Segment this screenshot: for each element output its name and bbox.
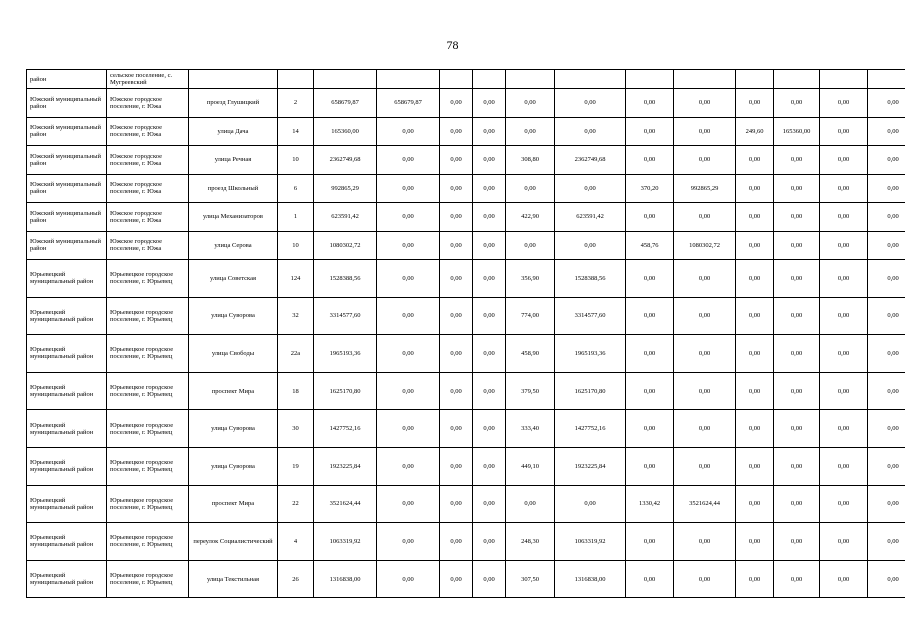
cost-col-10-cell: 1316838,00	[555, 560, 626, 598]
house-number-cell: 26	[278, 560, 314, 598]
street-cell: проезд Школьный	[189, 174, 278, 203]
street-cell: улица Текстильная	[189, 560, 278, 598]
settlement-cell: Юрьевецкое городское поселение, г. Юрьевец	[107, 485, 189, 523]
cost-col-15-cell	[820, 70, 868, 89]
area-col-13-cell: 0,00	[736, 335, 774, 373]
cost-col-12-cell: 3521624,44	[674, 485, 736, 523]
street-cell: улица Суворова	[189, 297, 278, 335]
cost-col-6-cell: 0,00	[377, 146, 440, 175]
area-col-11-cell	[626, 70, 674, 89]
area-col-9-cell: 308,80	[506, 146, 555, 175]
cost-col-10-cell: 1625170,80	[555, 372, 626, 410]
area-col-9-cell: 0,00	[506, 485, 555, 523]
area-col-11-cell: 0,00	[626, 89, 674, 118]
total-cost-cell: 1625170,80	[314, 372, 377, 410]
district-cell: район	[27, 70, 107, 89]
cost-col-6-cell: 0,00	[377, 174, 440, 203]
table-row	[27, 231, 905, 260]
cost-col-8-cell: 0,00	[473, 523, 506, 561]
area-col-13-cell: 0,00	[736, 203, 774, 232]
house-number-cell: 30	[278, 410, 314, 448]
cost-col-14-cell: 0,00	[774, 231, 820, 260]
table-row	[27, 203, 905, 232]
table-row	[27, 447, 905, 485]
cost-col-10-cell	[555, 70, 626, 89]
cost-col-16-cell: 0,00	[868, 231, 905, 260]
area-col-11-cell: 0,00	[626, 372, 674, 410]
cost-col-15-cell: 0,00	[820, 523, 868, 561]
cost-col-16-cell: 0,00	[868, 174, 905, 203]
house-number-cell: 124	[278, 260, 314, 298]
cost-col-8-cell: 0,00	[473, 174, 506, 203]
settlement-cell: Южское городское поселение, г. Южа	[107, 174, 189, 203]
cost-col-12-cell: 0,00	[674, 117, 736, 146]
area-col-11-cell: 0,00	[626, 146, 674, 175]
area-col-9-cell: 307,50	[506, 560, 555, 598]
street-cell: улица Речная	[189, 146, 278, 175]
house-number-cell: 19	[278, 447, 314, 485]
cost-col-10-cell: 0,00	[555, 231, 626, 260]
cost-col-12-cell: 0,00	[674, 523, 736, 561]
cost-col-16-cell: 0,00	[868, 372, 905, 410]
cost-col-10-cell: 0,00	[555, 89, 626, 118]
cost-col-15-cell: 0,00	[820, 372, 868, 410]
cost-col-12-cell: 0,00	[674, 260, 736, 298]
cost-col-14-cell: 0,00	[774, 335, 820, 373]
cost-col-16-cell: 0,00	[868, 560, 905, 598]
total-cost-cell: 165360,00	[314, 117, 377, 146]
cost-col-12-cell: 0,00	[674, 410, 736, 448]
cost-col-16-cell: 0,00	[868, 260, 905, 298]
cost-col-15-cell: 0,00	[820, 231, 868, 260]
cost-col-8-cell: 0,00	[473, 410, 506, 448]
settlement-cell: Юрьевецкое городское поселение, г. Юрьевец	[107, 260, 189, 298]
total-cost-cell: 1528388,56	[314, 260, 377, 298]
cost-col-14-cell: 0,00	[774, 560, 820, 598]
settlement-cell: Южское городское поселение, г. Южа	[107, 117, 189, 146]
cost-col-14-cell: 0,00	[774, 146, 820, 175]
area-col-13-cell: 0,00	[736, 485, 774, 523]
cost-col-7-cell: 0,00	[440, 410, 473, 448]
page-number: 78	[446, 38, 459, 52]
district-cell: Юрьевецкий муниципальный район	[27, 485, 107, 523]
area-col-13-cell	[736, 70, 774, 89]
settlement-cell: Южское городское поселение, г. Южа	[107, 89, 189, 118]
cost-col-12-cell: 0,00	[674, 203, 736, 232]
house-number-cell: 2	[278, 89, 314, 118]
cost-col-8-cell: 0,00	[473, 372, 506, 410]
total-cost-cell: 1427752,16	[314, 410, 377, 448]
cost-col-14-cell: 0,00	[774, 372, 820, 410]
cost-col-7-cell: 0,00	[440, 335, 473, 373]
house-number-cell	[278, 70, 314, 89]
cost-col-7-cell: 0,00	[440, 117, 473, 146]
cost-col-15-cell: 0,00	[820, 410, 868, 448]
table-row	[27, 174, 905, 203]
cost-col-8-cell: 0,00	[473, 117, 506, 146]
settlement-cell: Южское городское поселение, г. Южа	[107, 231, 189, 260]
total-cost-cell: 3314577,60	[314, 297, 377, 335]
area-col-13-cell: 0,00	[736, 231, 774, 260]
settlement-cell: Юрьевецкое городское поселение, г. Юрьевец	[107, 297, 189, 335]
total-cost-cell: 992865,29	[314, 174, 377, 203]
street-cell: улица Свободы	[189, 335, 278, 373]
cost-col-14-cell: 0,00	[774, 174, 820, 203]
cost-col-14-cell: 165360,00	[774, 117, 820, 146]
cost-col-8-cell: 0,00	[473, 231, 506, 260]
cost-col-16-cell: 0,00	[868, 297, 905, 335]
area-col-13-cell: 0,00	[736, 372, 774, 410]
settlement-cell: Юрьевецкое городское поселение, г. Юрьевец	[107, 372, 189, 410]
cost-col-14-cell: 0,00	[774, 447, 820, 485]
cost-col-6-cell: 0,00	[377, 203, 440, 232]
settlement-cell: сельское поселение, с. Мугреевский	[107, 70, 189, 89]
cost-col-7-cell: 0,00	[440, 260, 473, 298]
cost-col-8-cell: 0,00	[473, 203, 506, 232]
settlement-cell: Юрьевецкое городское поселение, г. Юрьевец	[107, 560, 189, 598]
district-cell: Южский муниципальный район	[27, 174, 107, 203]
district-cell: Юрьевецкий муниципальный район	[27, 297, 107, 335]
house-number-cell: 4	[278, 523, 314, 561]
area-col-9-cell: 356,90	[506, 260, 555, 298]
area-col-11-cell: 0,00	[626, 447, 674, 485]
table-row	[27, 89, 905, 118]
cost-col-14-cell: 0,00	[774, 260, 820, 298]
cost-col-7-cell: 0,00	[440, 231, 473, 260]
cost-col-16-cell: 0,00	[868, 89, 905, 118]
cost-col-15-cell: 0,00	[820, 117, 868, 146]
area-col-13-cell: 249,60	[736, 117, 774, 146]
house-number-cell: 22	[278, 485, 314, 523]
cost-col-15-cell: 0,00	[820, 146, 868, 175]
house-number-cell: 10	[278, 231, 314, 260]
cost-col-14-cell: 0,00	[774, 410, 820, 448]
settlement-cell: Юрьевецкое городское поселение, г. Юрьевец	[107, 447, 189, 485]
settlement-cell: Юрьевецкое городское поселение, г. Юрьевец	[107, 335, 189, 373]
cost-col-10-cell: 1528388,56	[555, 260, 626, 298]
table-row	[27, 297, 905, 335]
cost-col-15-cell: 0,00	[820, 174, 868, 203]
area-col-13-cell: 0,00	[736, 174, 774, 203]
area-col-11-cell: 0,00	[626, 117, 674, 146]
cost-col-10-cell: 1965193,36	[555, 335, 626, 373]
cost-col-14-cell: 0,00	[774, 297, 820, 335]
total-cost-cell: 1316838,00	[314, 560, 377, 598]
area-col-13-cell: 0,00	[736, 523, 774, 561]
cost-col-8-cell	[473, 70, 506, 89]
area-col-9-cell: 333,40	[506, 410, 555, 448]
cost-col-8-cell: 0,00	[473, 485, 506, 523]
cost-col-15-cell: 0,00	[820, 485, 868, 523]
total-cost-cell: 2362749,68	[314, 146, 377, 175]
house-number-cell: 18	[278, 372, 314, 410]
cost-col-7-cell: 0,00	[440, 523, 473, 561]
house-number-cell: 32	[278, 297, 314, 335]
cost-col-16-cell: 0,00	[868, 447, 905, 485]
area-col-9-cell: 248,30	[506, 523, 555, 561]
cost-col-15-cell: 0,00	[820, 203, 868, 232]
cost-col-12-cell: 0,00	[674, 447, 736, 485]
cost-col-7-cell: 0,00	[440, 485, 473, 523]
street-cell: проспект Мира	[189, 372, 278, 410]
settlement-cell: Южское городское поселение, г. Южа	[107, 203, 189, 232]
cost-col-7-cell	[440, 70, 473, 89]
area-col-13-cell: 0,00	[736, 260, 774, 298]
cost-col-14-cell	[774, 70, 820, 89]
cost-col-6-cell: 0,00	[377, 410, 440, 448]
cost-col-8-cell: 0,00	[473, 335, 506, 373]
cost-col-6-cell: 0,00	[377, 372, 440, 410]
cost-col-7-cell: 0,00	[440, 146, 473, 175]
cost-col-7-cell: 0,00	[440, 447, 473, 485]
cost-col-6-cell: 658679,87	[377, 89, 440, 118]
cost-col-15-cell: 0,00	[820, 89, 868, 118]
area-col-13-cell: 0,00	[736, 410, 774, 448]
area-col-9-cell: 449,10	[506, 447, 555, 485]
total-cost-cell: 1080302,72	[314, 231, 377, 260]
area-col-11-cell: 0,00	[626, 203, 674, 232]
cost-col-12-cell: 0,00	[674, 89, 736, 118]
house-number-cell: 1	[278, 203, 314, 232]
district-cell: Южский муниципальный район	[27, 231, 107, 260]
cost-col-7-cell: 0,00	[440, 174, 473, 203]
settlement-cell: Юрьевецкое городское поселение, г. Юрьевец	[107, 523, 189, 561]
cost-col-10-cell: 3314577,60	[555, 297, 626, 335]
street-cell: улица Механизаторов	[189, 203, 278, 232]
cost-col-16-cell: 0,00	[868, 410, 905, 448]
street-cell: улица Суворова	[189, 447, 278, 485]
street-cell: улица Серова	[189, 231, 278, 260]
cost-col-6-cell: 0,00	[377, 117, 440, 146]
district-cell: Юрьевецкий муниципальный район	[27, 260, 107, 298]
table-row	[27, 410, 905, 448]
cost-col-7-cell: 0,00	[440, 297, 473, 335]
district-cell: Южский муниципальный район	[27, 89, 107, 118]
street-cell: улица Советская	[189, 260, 278, 298]
area-col-11-cell: 370,20	[626, 174, 674, 203]
total-cost-cell: 3521624,44	[314, 485, 377, 523]
total-cost-cell: 623591,42	[314, 203, 377, 232]
cost-col-7-cell: 0,00	[440, 203, 473, 232]
cost-col-10-cell: 623591,42	[555, 203, 626, 232]
district-cell: Юрьевецкий муниципальный район	[27, 523, 107, 561]
settlement-cell: Южское городское поселение, г. Южа	[107, 146, 189, 175]
data-table	[26, 69, 905, 598]
cost-col-7-cell: 0,00	[440, 560, 473, 598]
street-cell: улица Суворова	[189, 410, 278, 448]
district-cell: Юрьевецкий муниципальный район	[27, 560, 107, 598]
total-cost-cell	[314, 70, 377, 89]
cost-col-10-cell: 1427752,16	[555, 410, 626, 448]
table-row	[27, 146, 905, 175]
cost-col-14-cell: 0,00	[774, 523, 820, 561]
cost-col-16-cell: 0,00	[868, 523, 905, 561]
cost-col-6-cell: 0,00	[377, 560, 440, 598]
area-col-9-cell: 0,00	[506, 117, 555, 146]
area-col-13-cell: 0,00	[736, 560, 774, 598]
cost-col-12-cell: 1080302,72	[674, 231, 736, 260]
house-number-cell: 22а	[278, 335, 314, 373]
cost-col-7-cell: 0,00	[440, 89, 473, 118]
area-col-11-cell: 0,00	[626, 410, 674, 448]
area-col-11-cell: 0,00	[626, 260, 674, 298]
table-row	[27, 260, 905, 298]
cost-col-15-cell: 0,00	[820, 335, 868, 373]
area-col-13-cell: 0,00	[736, 146, 774, 175]
area-col-9-cell: 0,00	[506, 231, 555, 260]
cost-col-8-cell: 0,00	[473, 447, 506, 485]
area-col-11-cell: 0,00	[626, 560, 674, 598]
street-cell: переулок Социалистический	[189, 523, 278, 561]
cost-col-7-cell: 0,00	[440, 372, 473, 410]
cost-col-12-cell: 0,00	[674, 560, 736, 598]
table-row	[27, 372, 905, 410]
cost-col-14-cell: 0,00	[774, 89, 820, 118]
cost-col-16-cell: 0,00	[868, 117, 905, 146]
area-col-9-cell: 458,90	[506, 335, 555, 373]
cost-col-6-cell: 0,00	[377, 297, 440, 335]
cost-col-6-cell: 0,00	[377, 447, 440, 485]
cost-col-12-cell	[674, 70, 736, 89]
cost-col-6-cell: 0,00	[377, 335, 440, 373]
cost-col-16-cell: 0,00	[868, 146, 905, 175]
table-row	[27, 70, 905, 89]
table-row	[27, 485, 905, 523]
cost-col-16-cell: 0,00	[868, 335, 905, 373]
house-number-cell: 14	[278, 117, 314, 146]
district-cell: Юрьевецкий муниципальный район	[27, 410, 107, 448]
cost-col-15-cell: 0,00	[820, 560, 868, 598]
area-col-9-cell: 422,90	[506, 203, 555, 232]
cost-col-8-cell: 0,00	[473, 297, 506, 335]
cost-col-6-cell: 0,00	[377, 231, 440, 260]
cost-col-16-cell	[868, 70, 905, 89]
area-col-11-cell: 0,00	[626, 297, 674, 335]
cost-col-16-cell: 0,00	[868, 203, 905, 232]
house-number-cell: 10	[278, 146, 314, 175]
cost-col-12-cell: 0,00	[674, 335, 736, 373]
cost-col-6-cell: 0,00	[377, 485, 440, 523]
table-row	[27, 335, 905, 373]
cost-col-10-cell: 0,00	[555, 174, 626, 203]
street-cell: улица Дача	[189, 117, 278, 146]
cost-col-12-cell: 992865,29	[674, 174, 736, 203]
area-col-9-cell: 774,00	[506, 297, 555, 335]
cost-col-8-cell: 0,00	[473, 89, 506, 118]
cost-col-12-cell: 0,00	[674, 146, 736, 175]
total-cost-cell: 1965193,36	[314, 335, 377, 373]
cost-col-10-cell: 0,00	[555, 485, 626, 523]
cost-col-6-cell	[377, 70, 440, 89]
area-col-9-cell	[506, 70, 555, 89]
cost-col-16-cell: 0,00	[868, 485, 905, 523]
area-col-9-cell: 0,00	[506, 174, 555, 203]
house-number-cell: 6	[278, 174, 314, 203]
cost-col-14-cell: 0,00	[774, 203, 820, 232]
district-cell: Южский муниципальный район	[27, 203, 107, 232]
area-col-9-cell: 379,50	[506, 372, 555, 410]
area-col-13-cell: 0,00	[736, 297, 774, 335]
settlement-cell: Юрьевецкое городское поселение, г. Юрьевец	[107, 410, 189, 448]
area-col-11-cell: 0,00	[626, 523, 674, 561]
table-row	[27, 117, 905, 146]
cost-col-14-cell: 0,00	[774, 485, 820, 523]
cost-col-6-cell: 0,00	[377, 260, 440, 298]
cost-col-8-cell: 0,00	[473, 146, 506, 175]
table-row	[27, 523, 905, 561]
cost-col-15-cell: 0,00	[820, 260, 868, 298]
cost-col-15-cell: 0,00	[820, 297, 868, 335]
total-cost-cell: 1063319,92	[314, 523, 377, 561]
district-cell: Южский муниципальный район	[27, 117, 107, 146]
area-col-11-cell: 458,76	[626, 231, 674, 260]
area-col-11-cell: 0,00	[626, 335, 674, 373]
street-cell	[189, 70, 278, 89]
cost-col-8-cell: 0,00	[473, 560, 506, 598]
district-cell: Юрьевецкий муниципальный район	[27, 372, 107, 410]
area-col-13-cell: 0,00	[736, 447, 774, 485]
district-cell: Юрьевецкий муниципальный район	[27, 335, 107, 373]
total-cost-cell: 658679,87	[314, 89, 377, 118]
cost-col-10-cell: 1063319,92	[555, 523, 626, 561]
street-cell: проезд Глушицкий	[189, 89, 278, 118]
cost-col-10-cell: 0,00	[555, 117, 626, 146]
area-col-9-cell: 0,00	[506, 89, 555, 118]
cost-col-12-cell: 0,00	[674, 372, 736, 410]
area-col-13-cell: 0,00	[736, 89, 774, 118]
district-cell: Южский муниципальный район	[27, 146, 107, 175]
cost-col-10-cell: 1923225,84	[555, 447, 626, 485]
cost-col-6-cell: 0,00	[377, 523, 440, 561]
cost-col-10-cell: 2362749,68	[555, 146, 626, 175]
area-col-11-cell: 1330,42	[626, 485, 674, 523]
cost-col-12-cell: 0,00	[674, 297, 736, 335]
total-cost-cell: 1923225,84	[314, 447, 377, 485]
street-cell: проспект Мира	[189, 485, 278, 523]
table-row	[27, 560, 905, 598]
cost-col-15-cell: 0,00	[820, 447, 868, 485]
district-cell: Юрьевецкий муниципальный район	[27, 447, 107, 485]
cost-col-8-cell: 0,00	[473, 260, 506, 298]
